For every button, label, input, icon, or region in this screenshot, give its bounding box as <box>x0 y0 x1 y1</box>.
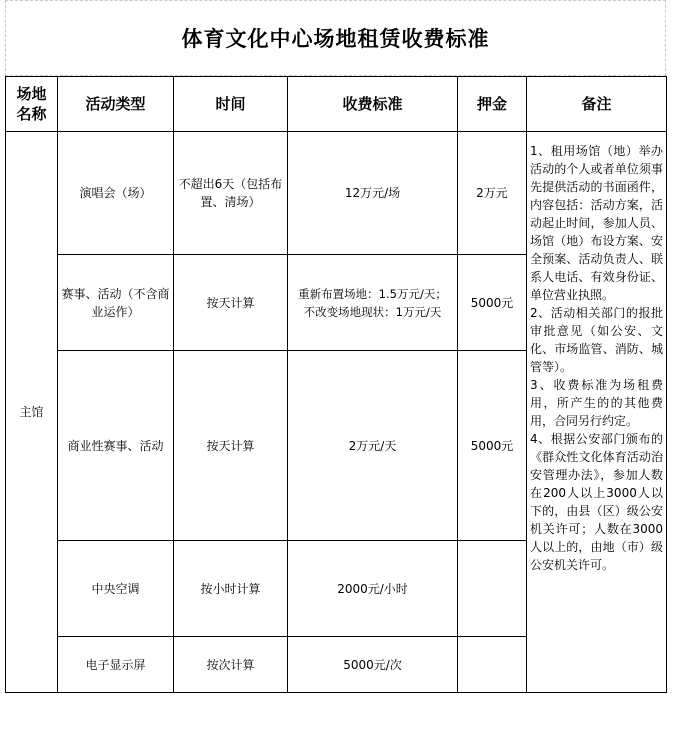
header-activity: 活动类型 <box>58 77 174 132</box>
time-cell: 按天计算 <box>174 255 288 351</box>
remark-item: 2、活动相关部门的报批审批意见（如公安、文化、市场监管、消防、城管等）。 <box>530 306 663 374</box>
header-deposit: 押金 <box>458 77 527 132</box>
header-fee: 收费标准 <box>288 77 458 132</box>
fee-cell <box>288 255 458 351</box>
header-venue: 场地名称 <box>6 77 58 132</box>
remark-item: 1、租用场馆（地）举办活动的个人或者单位须事先提供活动的书面函件，内容包括：活动方案，活动起止时间，参加人员、场馆（地）布设方案、安全预案、活动负责人、联系人电话、有效身份证、单位营业执照。 <box>530 144 663 302</box>
fee-line: 不改变场地现状：1万元/天 <box>303 304 442 319</box>
activity-cell: 商业性赛事、活动 <box>58 351 174 541</box>
table-row <box>6 132 667 255</box>
fee-cell: 2万元/天 <box>288 351 458 541</box>
remark-item: 3、收费标准为场租费用，所产生的的其他费用，合同另行约定。 <box>530 378 663 428</box>
time-cell: 不超出6天（包括布置、清场） <box>174 132 288 255</box>
header-time: 时间 <box>174 77 288 132</box>
deposit-cell <box>458 541 527 637</box>
deposit-cell <box>458 637 527 693</box>
activity-cell: 赛事、活动（不含商业运作） <box>58 255 174 351</box>
time-cell: 按次计算 <box>174 637 288 693</box>
time-cell: 按小时计算 <box>174 541 288 637</box>
fee-cell: 2000元/小时 <box>288 541 458 637</box>
remarks-cell <box>527 132 667 693</box>
remark-item: 4、根据公安部门颁布的《群众性文化体育活动治安管理办法》，参加人数在200人以上3000人以下的，由县（区）级公安机关许可；人数在3000人以上的，由地（市）级公安机关许可。 <box>530 432 663 572</box>
deposit-cell: 5000元 <box>458 351 527 541</box>
fee-table <box>5 76 667 693</box>
header-remark: 备注 <box>527 77 667 132</box>
header-row <box>6 77 667 132</box>
activity-cell: 电子显示屏 <box>58 637 174 693</box>
deposit-cell: 5000元 <box>458 255 527 351</box>
activity-cell: 演唱会（场） <box>58 132 174 255</box>
venue-cell: 主馆 <box>6 132 58 693</box>
time-cell: 按天计算 <box>174 351 288 541</box>
fee-cell: 12万元/场 <box>288 132 458 255</box>
deposit-cell: 2万元 <box>458 132 527 255</box>
page-title: 体育文化中心场地租赁收费标准 <box>5 0 666 76</box>
fee-cell: 5000元/次 <box>288 637 458 693</box>
activity-cell: 中央空调 <box>58 541 174 637</box>
fee-line: 重新布置场地：1.5万元/天； <box>298 286 447 301</box>
